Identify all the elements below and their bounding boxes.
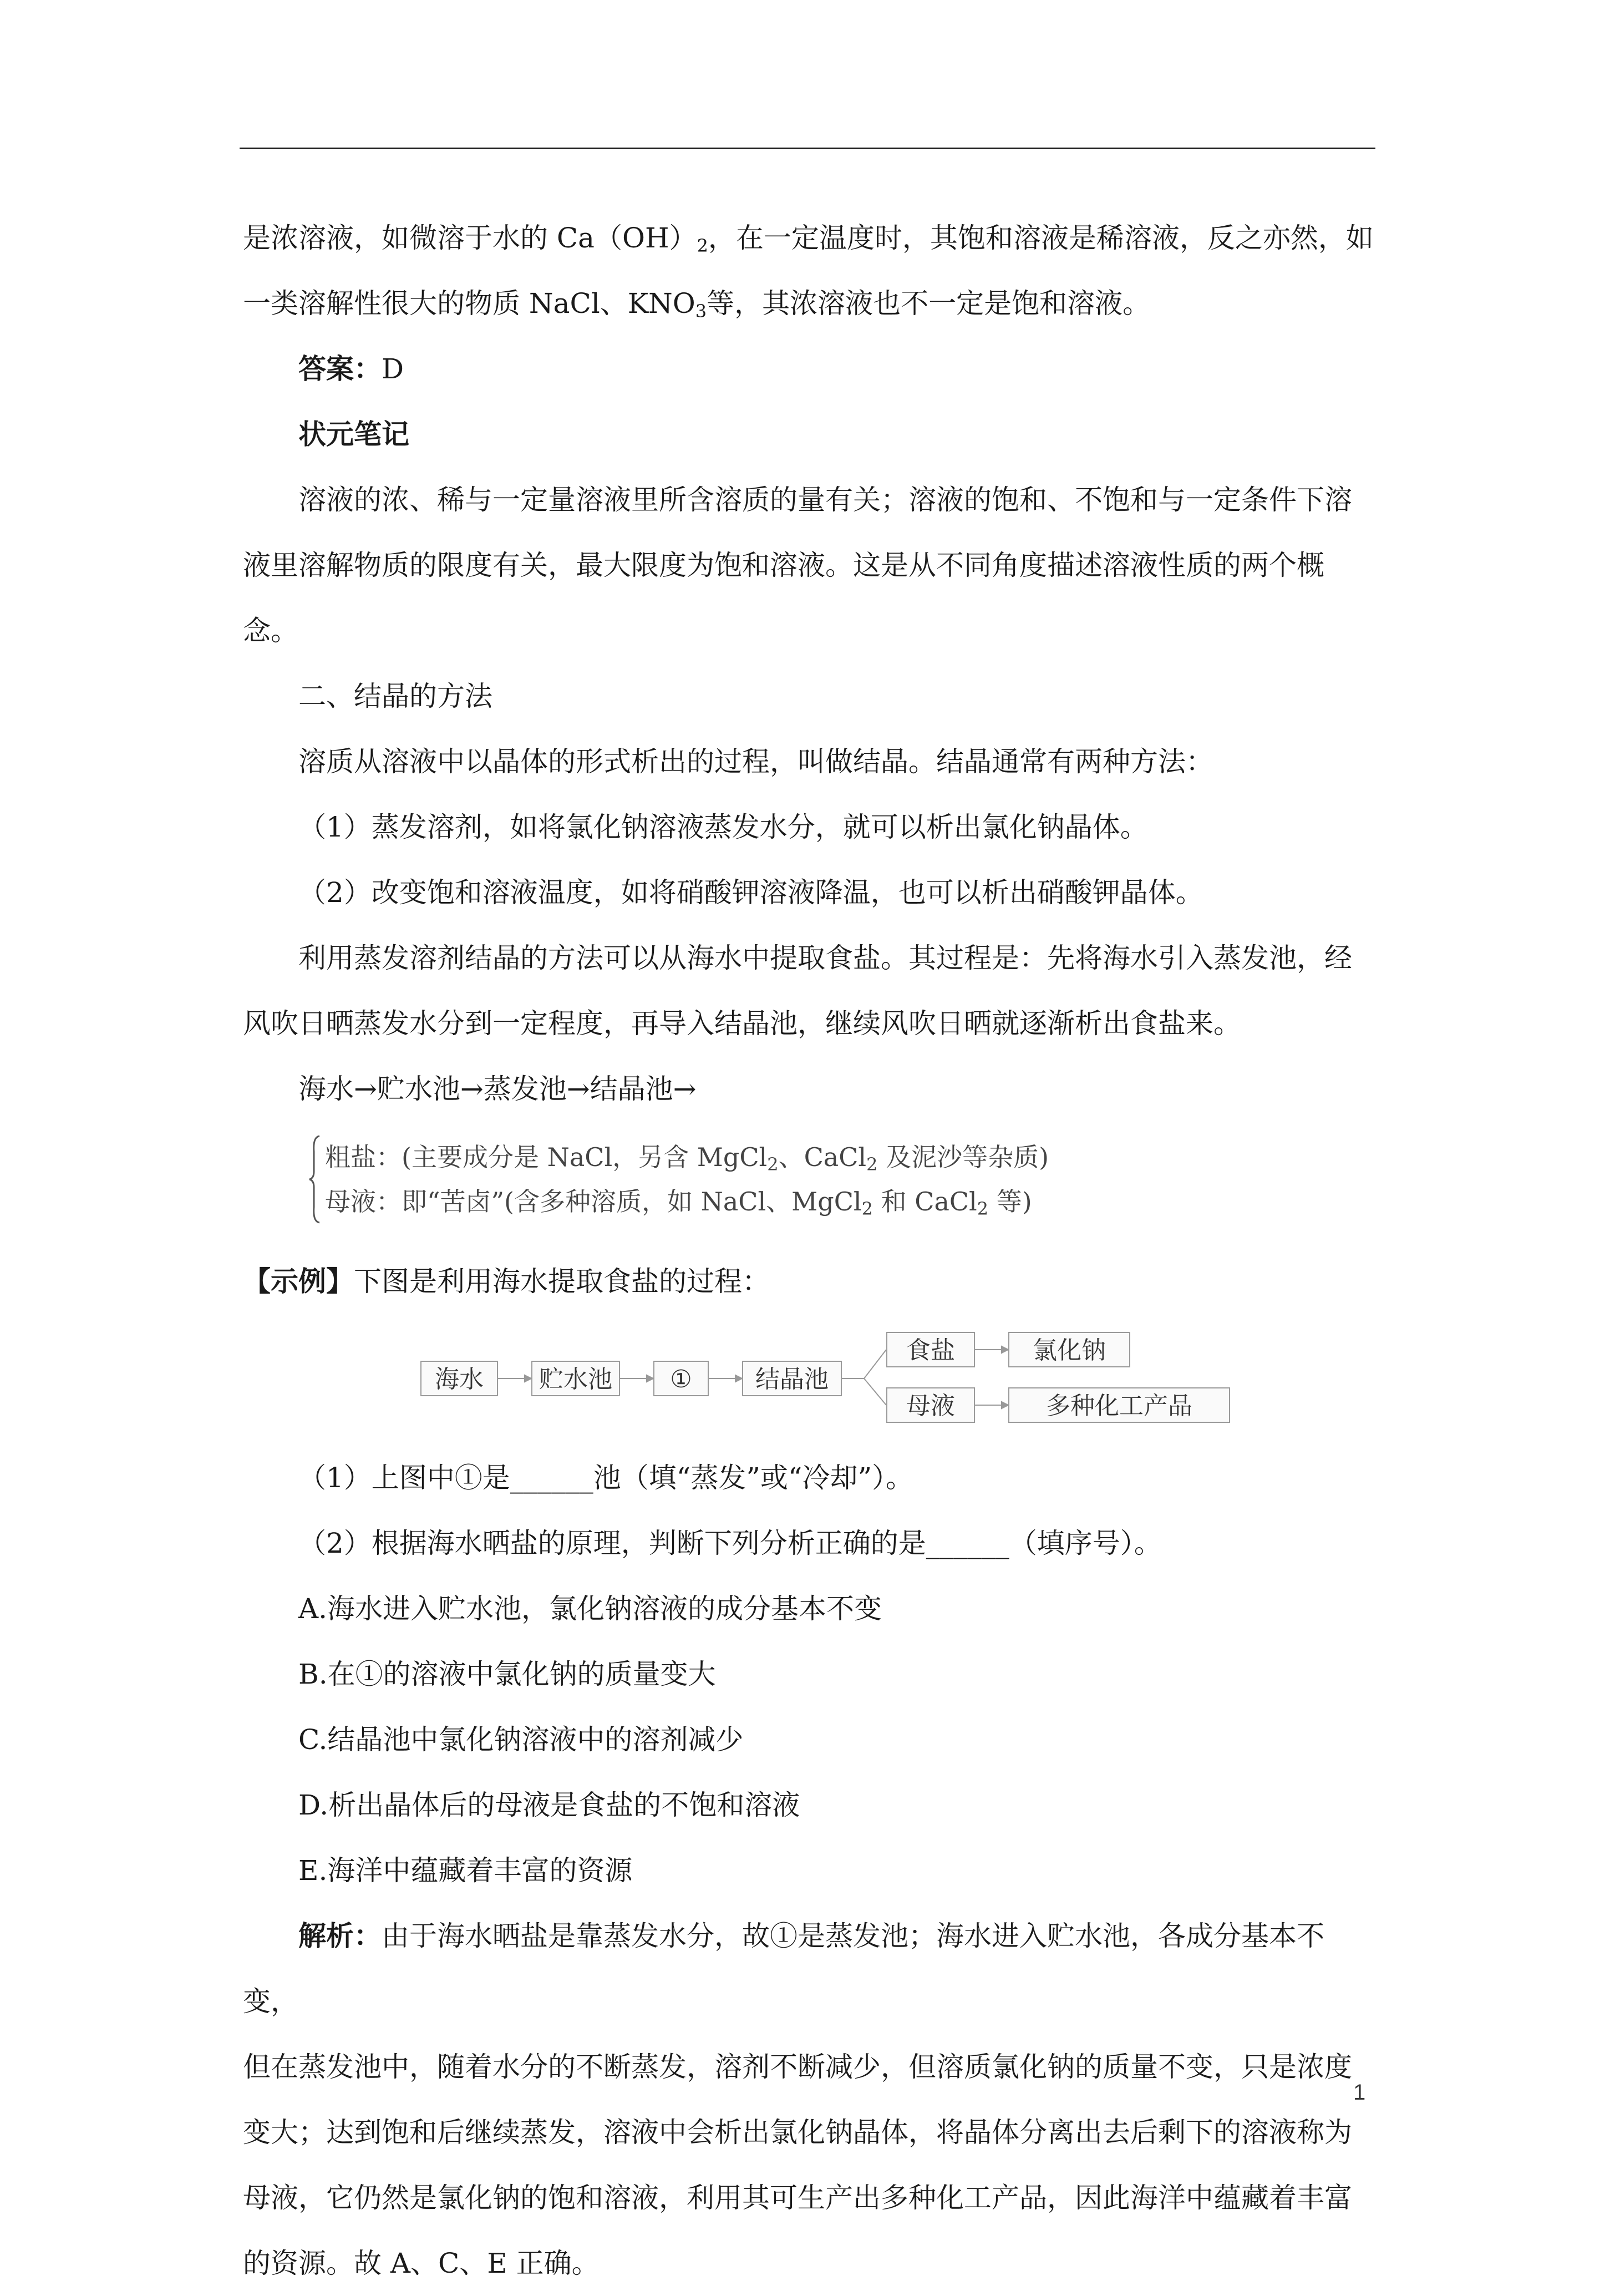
option-d: D.析出晶体后的母液是食盐的不饱和溶液 (298, 1789, 800, 1821)
method-line: （2）改变饱和溶液温度，如将硝酸钾溶液降温，也可以析出硝酸钾晶体。 (298, 876, 1203, 909)
brace-line-crude-salt (325, 1135, 1049, 1179)
answer-line (243, 336, 1375, 402)
analysis-line: 母液，它仍然是氯化钠的饱和溶液，利用其可生产出多种化工产品，因此海洋中蕴藏着丰富 (243, 2182, 1352, 2214)
flow-box-seawater: 海水 (420, 1361, 498, 1396)
analysis-line (243, 1903, 1375, 2034)
analysis-line: 但在蒸发池中，随着水分的不断蒸发，溶剂不断减少，但溶质氯化钠的质量不变，只是浓度 (243, 2051, 1352, 2083)
paragraph-line (243, 271, 1375, 336)
flow-box-crystal: 结晶池 (742, 1361, 842, 1396)
analysis-line: 的资源。故 A、C、E 正确。 (243, 2247, 600, 2279)
text-span: ，在一定温度时，其饱和溶液是稀溶液，反之亦然，如 (708, 222, 1374, 254)
text-span: 是浓溶液，如微溶于水的 Ca（OH） (243, 222, 697, 254)
page-number: 1 (1353, 2080, 1366, 2105)
paragraph-line: 溶液的浓、稀与一定量溶液里所含溶质的量有关；溶液的饱和、不饱和与一定条件下溶 (298, 484, 1352, 516)
process-chain: 海水→贮水池→蒸发池→结晶池→ (298, 1073, 697, 1105)
option-a: A.海水进入贮水池，氯化钠溶液的成分基本不变 (298, 1593, 882, 1625)
text-span: 一类溶解性很大的物质 NaCl、KNO (243, 287, 695, 320)
flow-box-step-1: ① (653, 1361, 709, 1396)
brace-icon (308, 1135, 322, 1224)
question-1: （1）上图中①是______池（填“蒸发”或“冷却”）。 (298, 1462, 914, 1494)
text-span: 母液：即“苦卤”(含多种溶质，如 NaCl、MgCl (325, 1187, 862, 1217)
answer-value: D (382, 353, 404, 385)
flow-diagram (420, 1329, 1430, 1423)
subscript: 2 (861, 1198, 873, 1219)
subscript: 2 (866, 1154, 878, 1175)
example-label: 【示例】 (243, 1265, 354, 1297)
brace-block (308, 1132, 1140, 1229)
subscript: 2 (697, 235, 708, 256)
example-intro (243, 1249, 1375, 1314)
text-span: 下图是利用海水提取食盐的过程： (354, 1265, 770, 1297)
flow-box-salt: 食盐 (886, 1332, 975, 1367)
flow-box-nacl: 氯化钠 (1008, 1332, 1130, 1367)
subscript: 2 (767, 1154, 779, 1175)
paragraph-line: 利用蒸发溶剂结晶的方法可以从海水中提取食盐。其过程是：先将海水引入蒸发池，经 (298, 942, 1352, 974)
method-line: （1）蒸发溶剂，如将氯化钠溶液蒸发水分，就可以析出氯化钠晶体。 (298, 811, 1148, 843)
text-span: 由于海水晒盐是靠蒸发水分，故①是蒸发池；海水进入贮水池，各成分基本不变， (243, 1920, 1324, 2018)
notes-title: 状元笔记 (298, 418, 409, 450)
text-span: 粗盐：(主要成分是 NaCl，另含 MgCl (325, 1142, 768, 1172)
flow-box-storage: 贮水池 (531, 1361, 620, 1396)
question-2: （2）根据海水晒盐的原理，判断下列分析正确的是______（填序号）。 (298, 1527, 1162, 1559)
option-c: C.结晶池中氯化钠溶液中的溶剂减少 (298, 1724, 744, 1756)
analysis-line: 变大；达到饱和后继续蒸发，溶液中会析出氯化钠晶体，将晶体分离出去后剩下的溶液称为 (243, 2116, 1352, 2148)
paragraph-line: 液里溶解物质的限度有关，最大限度为饱和溶液。这是从不同角度描述溶液性质的两个概念。 (243, 549, 1324, 647)
option-e: E.海洋中蕴藏着丰富的资源 (298, 1854, 633, 1887)
paragraph-line (243, 205, 1375, 271)
text-span: 及泥沙等杂质) (877, 1142, 1049, 1172)
text-span: 等，其浓溶液也不一定是饱和溶液。 (707, 287, 1151, 320)
section-title: 二、结晶的方法 (298, 680, 492, 712)
paragraph-line: 溶质从溶液中以晶体的形式析出的过程，叫做结晶。结晶通常有两种方法： (298, 746, 1213, 778)
paragraph-line: 风吹日晒蒸发水分到一定程度，再导入结晶池，继续风吹日晒就逐渐析出食盐来。 (243, 1007, 1241, 1040)
flow-box-products: 多种化工产品 (1008, 1387, 1230, 1423)
page-content (243, 205, 1375, 2296)
text-span: 和 CaCl (873, 1187, 977, 1217)
subscript: 2 (977, 1198, 989, 1219)
analysis-label: 解析： (298, 1919, 382, 1952)
header-rule (240, 148, 1375, 149)
subscript: 3 (695, 301, 707, 322)
text-span: 、CaCl (778, 1142, 867, 1172)
option-b: B.在①的溶液中氯化钠的质量变大 (298, 1658, 716, 1690)
answer-label: 答案： (298, 352, 382, 385)
flow-box-mother: 母液 (886, 1387, 975, 1423)
text-span: 等) (988, 1187, 1032, 1217)
brace-line-mother-liquor (325, 1179, 1049, 1224)
